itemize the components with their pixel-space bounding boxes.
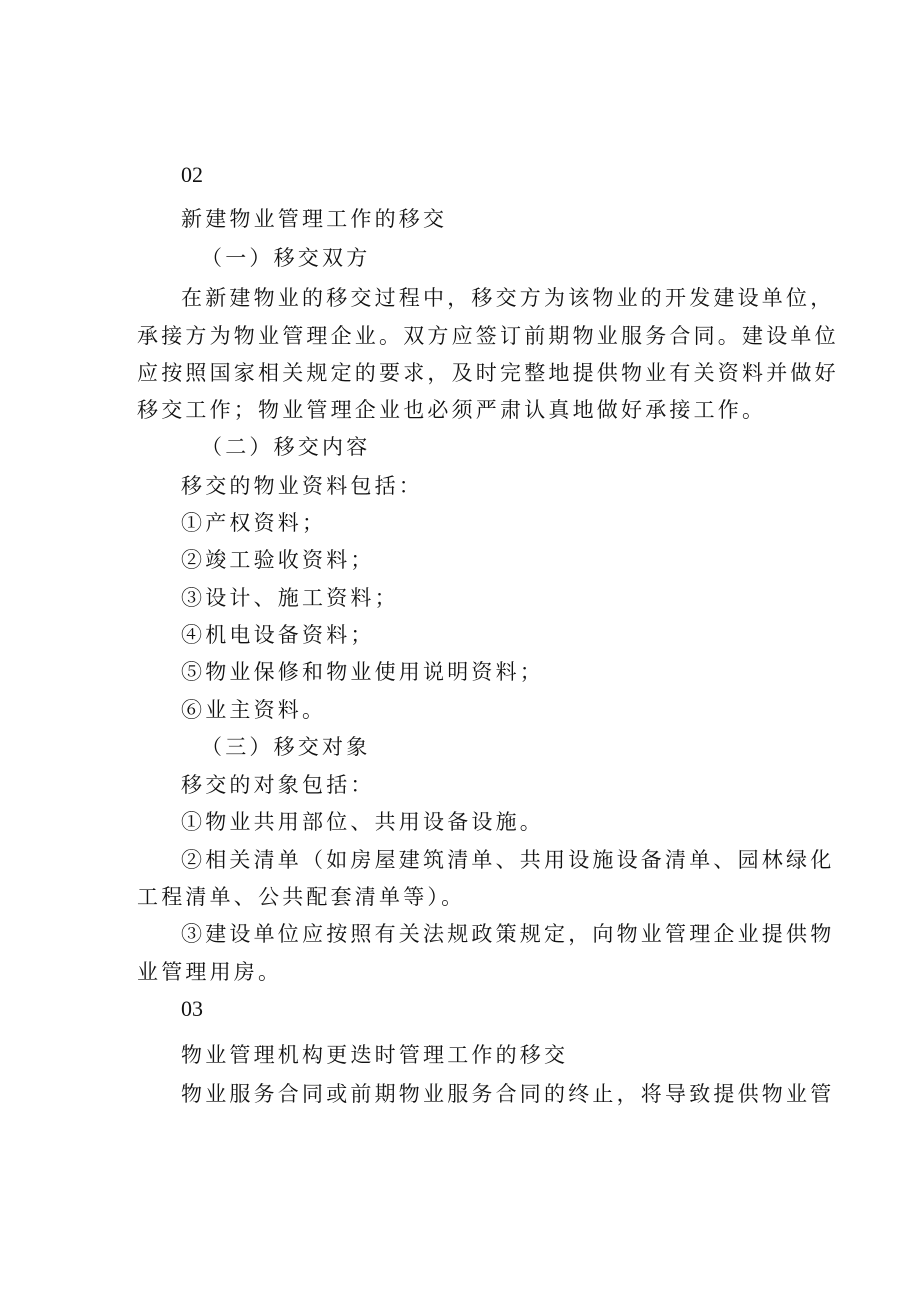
list-item: ②竣工验收资料； <box>181 548 375 572</box>
subsection-heading: （一）移交双方 <box>201 246 371 270</box>
list-item: ①物业共用部位、共用设备设施。 <box>181 810 544 834</box>
paragraph-line: 移交的物业资料包括： <box>181 474 423 498</box>
subsection-heading: （二）移交内容 <box>201 435 371 459</box>
paragraph-line: 承接方为物业管理企业。双方应签订前期物业服务合同。建设单位 <box>137 324 839 348</box>
paragraph-line: 移交工作；物业管理企业也必须严肃认真地做好承接工作。 <box>137 398 767 422</box>
section-number-02: 02 <box>181 162 203 187</box>
paragraph-line: 业管理用房。 <box>137 960 283 984</box>
list-item: ⑥业主资料。 <box>181 698 327 722</box>
section-heading: 新建物业管理工作的移交 <box>181 207 448 231</box>
list-item: ③设计、施工资料； <box>181 586 399 610</box>
list-item: ⑤物业保修和物业使用说明资料； <box>181 660 544 684</box>
paragraph-line: 应按照国家相关规定的要求，及时完整地提供物业有关资料并做好 <box>137 361 839 385</box>
section-number-03: 03 <box>181 996 203 1021</box>
paragraph-line: 物业服务合同或前期物业服务合同的终止，将导致提供物业管 <box>181 1082 835 1106</box>
section-heading: 物业管理机构更迭时管理工作的移交 <box>181 1043 569 1067</box>
paragraph-line: 工程清单、公共配套清单等）。 <box>137 885 466 909</box>
list-item: ①产权资料； <box>181 511 327 535</box>
paragraph-line: 在新建物业的移交过程中，移交方为该物业的开发建设单位， <box>181 286 835 310</box>
subsection-heading: （三）移交对象 <box>201 735 371 759</box>
list-item: ④机电设备资料； <box>181 623 375 647</box>
paragraph-line: 移交的对象包括： <box>181 773 375 797</box>
list-item: ③建设单位应按照有关法规政策规定，向物业管理企业提供物 <box>181 922 835 946</box>
list-item: ②相关清单（如房屋建筑清单、共用设施设备清单、园林绿化 <box>181 848 835 872</box>
